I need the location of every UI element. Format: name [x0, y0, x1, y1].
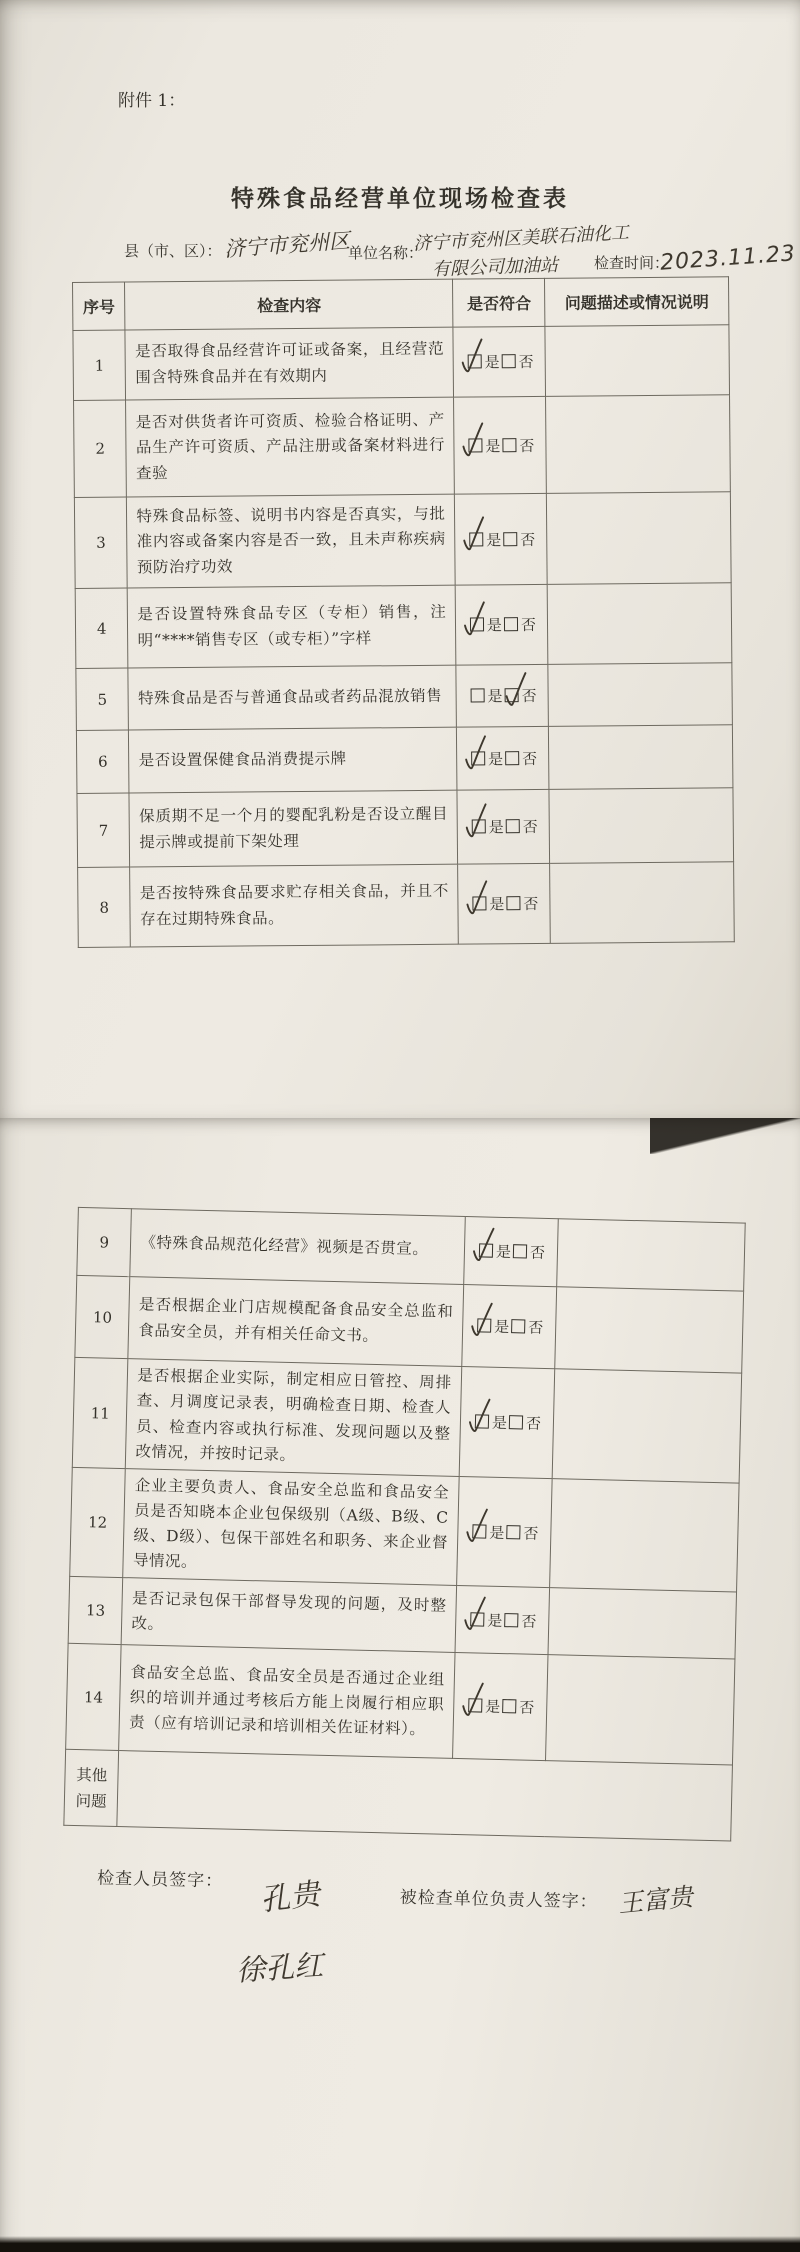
table-row — [74, 492, 731, 589]
yes-label: 是 — [494, 1317, 510, 1337]
row-compliance — [457, 726, 549, 790]
no-label: 否 — [523, 894, 539, 914]
page-title: 特殊食品经营单位现场检查表 — [231, 185, 569, 212]
table-row — [66, 1644, 735, 1766]
checkbox-yes — [468, 1699, 482, 1713]
inspection-table-page2 — [63, 1207, 745, 1842]
unit-name-handwritten-line1: 济宁市兖州区美联石油化工 — [412, 222, 630, 255]
checkbox-yes — [472, 896, 486, 910]
checkbox-yes — [468, 438, 482, 452]
attachment-label: 附件 1： — [118, 91, 186, 111]
checkbox-no — [505, 751, 519, 765]
row-note — [550, 1479, 739, 1593]
row-compliance — [453, 326, 545, 397]
row-check-content: 是否记录包保干部督导发现的问题，及时整改。 — [121, 1578, 456, 1653]
no-label: 否 — [519, 1698, 535, 1718]
row-number: 11 — [72, 1357, 128, 1468]
inspection-time-handwritten-value: 2023.11.23 — [659, 241, 797, 276]
row-compliance — [454, 396, 547, 494]
row-compliance — [456, 584, 549, 665]
table-row — [75, 1275, 744, 1373]
yes-label: 是 — [485, 1698, 501, 1717]
table-row — [74, 395, 731, 498]
checkbox-yes — [469, 532, 483, 546]
checkbox-yes — [470, 688, 484, 702]
checkbox-yes — [477, 1318, 491, 1332]
row-note — [549, 788, 733, 864]
photo-bottom-edge — [0, 2236, 800, 2252]
table-row — [76, 725, 733, 794]
row-compliance — [458, 863, 551, 944]
row-compliance — [452, 1653, 548, 1761]
checkbox-yes — [471, 751, 485, 765]
yes-label: 是 — [484, 353, 500, 372]
yes-label: 是 — [486, 616, 502, 635]
row-number: 1 — [73, 330, 126, 400]
row-check-content: 特殊食品是否与普通食品或者药品混放销售 — [128, 665, 457, 730]
checkbox-yes — [475, 1414, 489, 1428]
row-check-content: 是否根据企业门店规模配备食品安全总监和食品安全员，并有相关任命文书。 — [128, 1277, 463, 1367]
no-label: 否 — [520, 530, 536, 549]
row-number: 2 — [74, 400, 127, 497]
inspector-signature-2: 徐孔红 — [235, 1948, 325, 1988]
row-check-content: 食品安全总监、食品安全员是否通过企业组织的培训并通过考核后方能上岗履行相应职责（应有培训记录和培训相关佐证材料）。 — [119, 1645, 455, 1759]
no-label: 否 — [521, 686, 537, 706]
row-note — [548, 1588, 736, 1659]
row-number: 5 — [76, 668, 129, 730]
row-compliance — [464, 1217, 559, 1287]
no-label: 否 — [521, 749, 538, 768]
row-number: 8 — [78, 867, 131, 947]
no-label: 否 — [518, 352, 534, 372]
row-compliance — [455, 1586, 550, 1655]
table-row — [70, 1467, 739, 1592]
other-issues-label: 其他问题 — [64, 1750, 119, 1827]
table-row — [72, 1357, 741, 1483]
no-label: 否 — [522, 817, 538, 837]
no-label: 否 — [529, 1243, 546, 1262]
row-check-content: 特殊食品标签、说明书内容是否真实，与批准内容或备案内容是否一致，且未声称疾病预防治疗功效 — [127, 494, 456, 588]
no-label: 否 — [521, 1612, 537, 1631]
row-note — [546, 395, 731, 494]
no-label: 否 — [525, 1414, 542, 1433]
yes-label: 是 — [489, 1523, 505, 1542]
checkbox-no — [502, 1699, 516, 1713]
row-number: 6 — [76, 730, 129, 793]
row-compliance — [456, 1476, 552, 1588]
row-number: 14 — [66, 1644, 122, 1751]
row-note — [555, 1287, 744, 1373]
other-issues-value — [117, 1751, 732, 1841]
checkbox-no — [506, 819, 520, 833]
row-check-content: 是否按特殊食品要求贮存相关食品，并且不存在过期特殊食品。 — [130, 864, 459, 947]
checkbox-yes — [468, 354, 482, 368]
row-check-content: 是否对供货者许可资质、检验合格证明、产品生产许可资质、产品注册或备案材料进行查验 — [126, 397, 455, 497]
header-content: 检查内容 — [125, 279, 453, 330]
row-check-content: 保质期不足一个月的婴配乳粉是否设立醒目提示牌或提前下架处理 — [129, 790, 458, 867]
checkbox-no — [502, 354, 516, 368]
row-note — [546, 1655, 735, 1765]
row-number: 10 — [75, 1275, 130, 1358]
row-number: 3 — [74, 497, 127, 588]
table-row — [77, 788, 734, 868]
inspection-table-page1 — [72, 276, 735, 948]
row-compliance — [456, 664, 548, 727]
form-page-1 — [0, 0, 800, 1118]
no-label: 否 — [519, 436, 535, 455]
checkbox-no — [509, 1415, 523, 1429]
unit-name-handwritten-line2: 有限公司加油站 — [431, 254, 559, 281]
row-number: 13 — [68, 1577, 123, 1645]
header-compliance: 是否符合 — [453, 278, 545, 327]
checkbox-yes — [472, 819, 486, 833]
row-note — [550, 862, 734, 944]
checkbox-no — [502, 438, 516, 452]
inspection-time-label: 检查时间： — [594, 254, 670, 272]
inspector-signature-label: 检查人员签字： — [96, 1868, 224, 1892]
yes-label: 是 — [489, 895, 505, 914]
row-note — [549, 725, 733, 790]
table-row — [78, 862, 735, 948]
checkbox-yes — [472, 1524, 486, 1538]
row-number: 4 — [75, 588, 128, 668]
checkbox-no — [513, 1244, 527, 1258]
checkbox-no — [504, 688, 518, 702]
table-row — [76, 663, 733, 731]
checkbox-yes — [470, 617, 484, 631]
table-row — [73, 325, 730, 401]
other-issues-row — [64, 1750, 733, 1842]
inspected-person-signature: 王富贵 — [616, 1882, 695, 1919]
row-note — [547, 583, 731, 665]
table-header-row — [73, 277, 729, 331]
row-check-content: 是否设置特殊食品专区（专柜）销售，注明“****销售专区（或专柜）”字样 — [128, 585, 457, 668]
row-note — [557, 1219, 745, 1291]
inspector-signature-1: 孔贵 — [258, 1876, 323, 1919]
county-handwritten-value: 济宁市兖州区 — [223, 228, 351, 262]
checkbox-no — [506, 896, 520, 910]
checkbox-yes — [470, 1612, 484, 1626]
row-check-content: 是否设置保健食品消费提示牌 — [129, 727, 458, 793]
checkbox-no — [506, 1525, 520, 1539]
county-label: 县（市、区）： — [124, 242, 222, 260]
row-note — [547, 492, 731, 585]
yes-label: 是 — [486, 530, 502, 549]
row-compliance — [459, 1367, 555, 1479]
checkbox-no — [504, 617, 518, 631]
row-number: 7 — [77, 793, 130, 867]
row-number: 9 — [77, 1207, 132, 1276]
row-compliance — [462, 1285, 557, 1369]
row-check-content: 企业主要负责人、食品安全总监和食品安全员是否知晓本企业包保级别（A级、B级、C级、D级）、包保干部姓名和职务、来企业督导情况。 — [123, 1469, 459, 1586]
row-note — [545, 325, 729, 397]
row-note — [552, 1369, 741, 1483]
row-check-content: 《特殊食品规范化经营》视频是否贯宣。 — [130, 1209, 465, 1285]
unit-name-label: 单位名称： — [348, 244, 424, 262]
checkbox-yes — [479, 1243, 493, 1257]
header-seq: 序号 — [73, 282, 126, 330]
no-label: 否 — [528, 1318, 544, 1337]
row-compliance — [457, 789, 549, 864]
row-check-content: 是否取得食品经营许可证或备案，且经营范围含特殊食品并在有效期内 — [125, 327, 454, 400]
yes-label: 是 — [485, 436, 501, 455]
yes-label: 是 — [487, 687, 503, 706]
no-label: 否 — [523, 1524, 539, 1543]
yes-label: 是 — [488, 818, 504, 837]
yes-label: 是 — [487, 1611, 503, 1630]
no-label: 否 — [520, 615, 536, 635]
row-note — [548, 663, 732, 727]
yes-label: 是 — [491, 1413, 508, 1433]
checkbox-no — [503, 532, 517, 546]
checkbox-no — [511, 1319, 525, 1333]
row-number: 12 — [70, 1467, 126, 1578]
table-row — [75, 583, 732, 669]
form-page-2 — [0, 1118, 800, 2252]
checkbox-no — [504, 1613, 518, 1627]
header-notes: 问题描述或情况说明 — [545, 277, 729, 327]
yes-label: 是 — [487, 749, 504, 768]
row-compliance — [455, 493, 548, 585]
row-check-content: 是否根据企业实际，制定相应日管控、周排查、月调度记录表，明确检查日期、检查人员、检查内容或执行标准、发现问题以及整改情况，并按时记录。 — [126, 1359, 462, 1477]
yes-label: 是 — [495, 1242, 512, 1262]
inspected-signature-label: 被检查单位负责人签字： — [399, 1887, 598, 1913]
